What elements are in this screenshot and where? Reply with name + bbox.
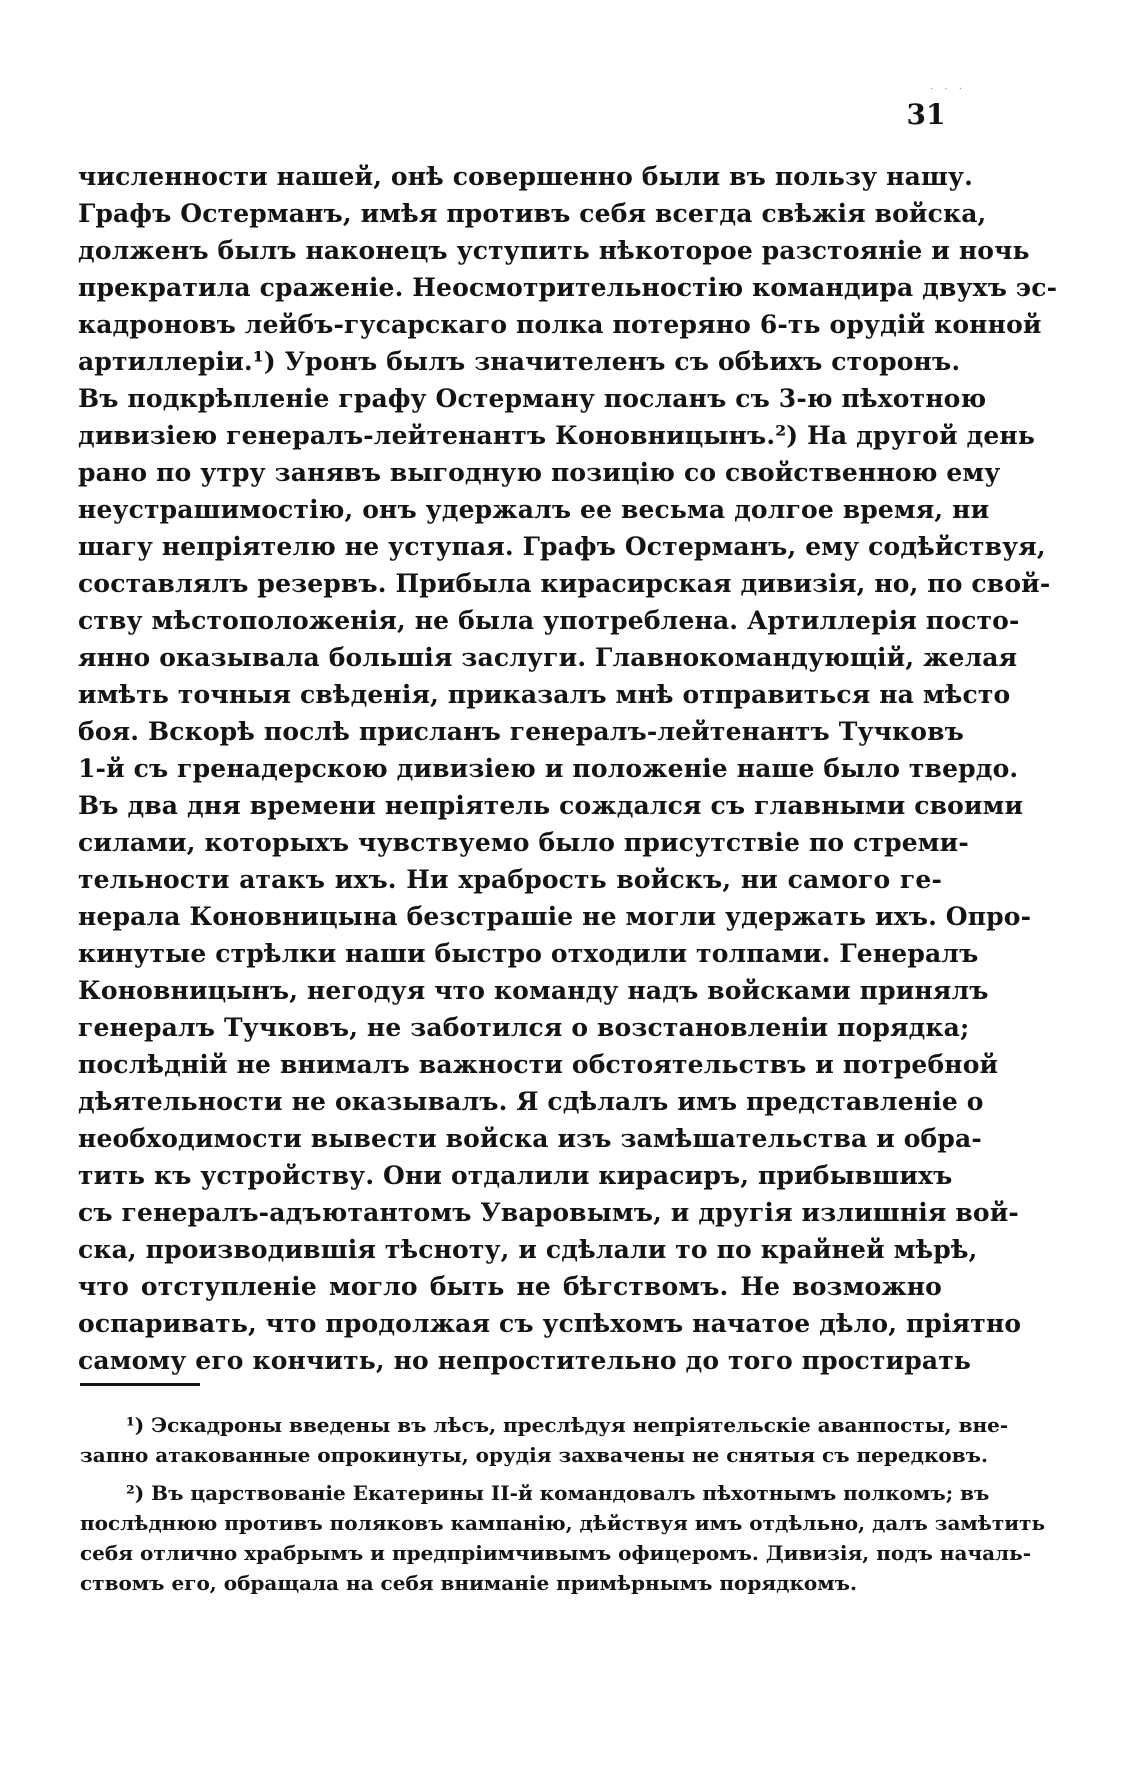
text-line: боя. Вскорѣ послѣ присланъ генералъ-лейтенантъ Тучковъ bbox=[78, 717, 964, 746]
text-line: нерала Коновницына безстрашіе не могли удержать ихъ. Опро- bbox=[78, 902, 1032, 931]
text-line: численности нашей, онѣ совершенно были въ пользу нашу. bbox=[78, 162, 973, 191]
text-line: 1-й съ гренадерскою дивизіею и положеніе наше было твердо. bbox=[78, 754, 1019, 783]
text-line: ству мѣстоположенія, не была употреблена. Артиллерія посто- bbox=[78, 606, 1020, 635]
text-line: составлялъ резервъ. Прибыла кирасирская дивизія, но, по свой- bbox=[78, 569, 1051, 598]
text-line: Графъ Остерманъ, имѣя противъ себя всегда свѣжія войска, bbox=[78, 199, 987, 228]
text-line: генералъ Тучковъ, не заботился о возстановленіи порядка; bbox=[78, 1013, 970, 1042]
text-line: оспаривать, что продолжая съ успѣхомъ начатое дѣло, пріятно bbox=[78, 1309, 1022, 1338]
footnote-line: запно атакованные опрокинуты, орудія захвачены не снятыя съ передковъ. bbox=[80, 1443, 988, 1467]
text-line: что отступленіе могло быть не бѣгствомъ. Не возможно bbox=[78, 1272, 942, 1301]
text-line: послѣдній не внималъ важности обстоятельствъ и потребной bbox=[78, 1050, 999, 1079]
text-line: Коновницынъ, негодуя что команду надъ войсками принялъ bbox=[78, 976, 989, 1005]
text-line: Въ подкрѣпленіе графу Остерману посланъ съ 3-ю пѣхотною bbox=[78, 384, 987, 413]
text-line: янно оказывала большія заслуги. Главнокомандующій, желая bbox=[78, 643, 1018, 672]
main-text bbox=[78, 158, 1058, 1379]
footnote-line: ²) Въ царствованіе Екатерины II-й командовалъ пѣхотнымъ полкомъ; въ bbox=[126, 1481, 990, 1505]
text-line: съ генералъ-адъютантомъ Уваровымъ, и другія излишнія вой- bbox=[78, 1198, 1019, 1227]
footnote-line: послѣднюю противъ поляковъ кампанію, дѣйствуя имъ отдѣльно, далъ замѣтить bbox=[80, 1511, 1046, 1535]
print-specks: · · · bbox=[930, 84, 966, 95]
text-line: долженъ былъ наконецъ уступить нѣкоторое разстояніе и ночь bbox=[78, 236, 1030, 265]
text-line: самому его кончить, но непростительно до того простирать bbox=[78, 1346, 971, 1375]
text-line: Въ два дня времени непріятель сождался съ главными своими bbox=[78, 791, 1024, 820]
text-line: дивизіею генералъ-лейтенантъ Коновницынъ.²) На другой день bbox=[78, 421, 1035, 450]
text-line: дѣятельности не оказывалъ. Я сдѣлалъ имъ представленіе о bbox=[78, 1087, 984, 1116]
text-line: тельности атакъ ихъ. Ни храбрость войскъ, ни самого ге- bbox=[78, 865, 942, 894]
text-line: имѣть точныя свѣденія, приказалъ мнѣ отправиться на мѣсто bbox=[78, 680, 1011, 709]
footnote-line: ствомъ его, обращала на себя вниманіе примѣрнымъ порядкомъ. bbox=[80, 1571, 857, 1595]
text-line: ска, производившія тѣсноту, и сдѣлали то по крайней мѣрѣ, bbox=[78, 1235, 978, 1264]
footnotes bbox=[80, 1410, 1046, 1598]
text-line: артиллеріи.¹) Уронъ былъ значителенъ съ обѣихъ сторонъ. bbox=[78, 347, 961, 376]
footnote-divider bbox=[80, 1383, 200, 1386]
text-line: кадроновъ лейбъ-гусарскаго полка потеряно 6-ть орудій конной bbox=[78, 310, 1042, 339]
text-line: необходимости вывести войска изъ замѣшательства и обра- bbox=[78, 1124, 982, 1153]
text-line: неустрашимостію, онъ удержалъ ее весьма долгое время, ни bbox=[78, 495, 990, 524]
text-line: тить къ устройству. Они отдалили кирасиръ, прибывшихъ bbox=[78, 1161, 953, 1190]
text-line: рано по утру занявъ выгодную позицію со свойственною ему bbox=[78, 458, 1001, 487]
footnote-2 bbox=[80, 1478, 1046, 1598]
text-line: кинутые стрѣлки наши быстро отходили толпами. Генералъ bbox=[78, 939, 979, 968]
text-line: силами, которыхъ чувствуемо было присутствіе по стреми- bbox=[78, 828, 969, 857]
footnote-1 bbox=[80, 1410, 1009, 1470]
page-number: 31 bbox=[906, 98, 946, 131]
text-line: прекратила сраженіе. Неосмотрительностію командира двухъ эс- bbox=[78, 273, 1058, 302]
text-line: шагу непріятелю не уступая. Графъ Остерманъ, ему содѣйствуя, bbox=[78, 532, 1046, 561]
footnote-line: себя отлично храбрымъ и предпріимчивымъ офицеромъ. Дивизія, подъ началь- bbox=[80, 1541, 1032, 1565]
footnote-line: ¹) Эскадроны введены въ лѣсъ, преслѣдуя непріятельскіе аванпосты, вне- bbox=[126, 1413, 1009, 1437]
